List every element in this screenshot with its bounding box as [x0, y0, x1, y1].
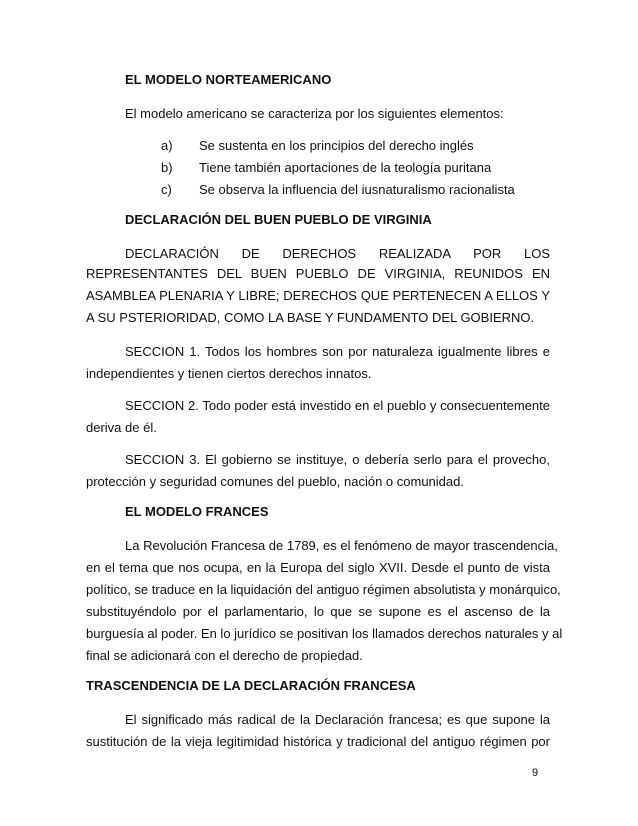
page-number: 9	[532, 767, 539, 779]
frances-line: La Revolución Francesa de 1789, es el fenómeno de mayor trascendencia,	[125, 538, 558, 553]
frances-line: substituyéndolo por el parlamentario, lo que se supone es el ascenso de la	[86, 604, 550, 619]
frances-line: final se adicionará con el derecho de propiedad.	[86, 648, 363, 663]
list-item: Se observa la influencia del iusnaturalismo racionalista	[199, 182, 515, 197]
trascendencia-line: sustitución de la vieja legitimidad histórica y tradicional del antiguo régimen por	[86, 734, 550, 749]
heading-declaracion-virginia: DECLARACIÓN DEL BUEN PUEBLO DE VIRGINIA	[125, 212, 432, 227]
frances-line: burguesía al poder. En lo jurídico se positivan los llamados derechos naturales y al	[86, 626, 563, 641]
seccion-3-line: protección y seguridad comunes del pueblo, nación o comunidad.	[86, 474, 464, 489]
list-item-label: c)	[161, 182, 172, 197]
declaration-line: A SU PSTERIORIDAD, COMO LA BASE Y FUNDAMENTO DEL GOBIERNO.	[86, 310, 535, 325]
seccion-3-line: SECCION 3. El gobierno se instituye, o debería serlo para el provecho,	[125, 452, 550, 467]
list-item-label: b)	[161, 160, 173, 175]
intro-paragraph: El modelo americano se caracteriza por los siguientes elementos:	[125, 106, 504, 121]
seccion-1-line: SECCION 1. Todos los hombres son por naturaleza igualmente libres e	[125, 344, 550, 359]
list-item: Tiene también aportaciones de la teología puritana	[199, 160, 492, 175]
declaration-line: REPRESENTANTES DEL BUEN PUEBLO DE VIRGINIA, REUNIDOS EN	[86, 266, 550, 281]
trascendencia-line: El significado más radical de la Declaración francesa; es que supone la	[125, 712, 550, 727]
heading-trascendencia: TRASCENDENCIA DE LA DECLARACIÓN FRANCESA	[86, 678, 416, 693]
heading-modelo-frances: EL MODELO FRANCES	[125, 504, 269, 519]
seccion-1-line: independientes y tienen ciertos derechos innatos.	[86, 366, 372, 381]
frances-line: político, se traduce en la liquidación del antiguo régimen absolutista y monárquico,	[86, 582, 561, 597]
list-item: Se sustenta en los principios del derecho inglés	[199, 138, 474, 153]
list-item-label: a)	[161, 138, 173, 153]
heading-modelo-norteamericano: EL MODELO NORTEAMERICANO	[125, 72, 332, 87]
frances-line: en el tema que nos ocupa, en la Europa del siglo XVII. Desde el punto de vista	[86, 560, 550, 575]
seccion-2-line: SECCION 2. Todo poder está investido en el pueblo y consecuentemente	[125, 398, 550, 413]
declaration-line: DECLARACIÓN DE DERECHOS REALIZADA POR LOS	[125, 246, 550, 261]
declaration-line: ASAMBLEA PLENARIA Y LIBRE; DERECHOS QUE PERTENECEN A ELLOS Y	[86, 288, 550, 303]
seccion-2-line: deriva de él.	[86, 420, 157, 435]
